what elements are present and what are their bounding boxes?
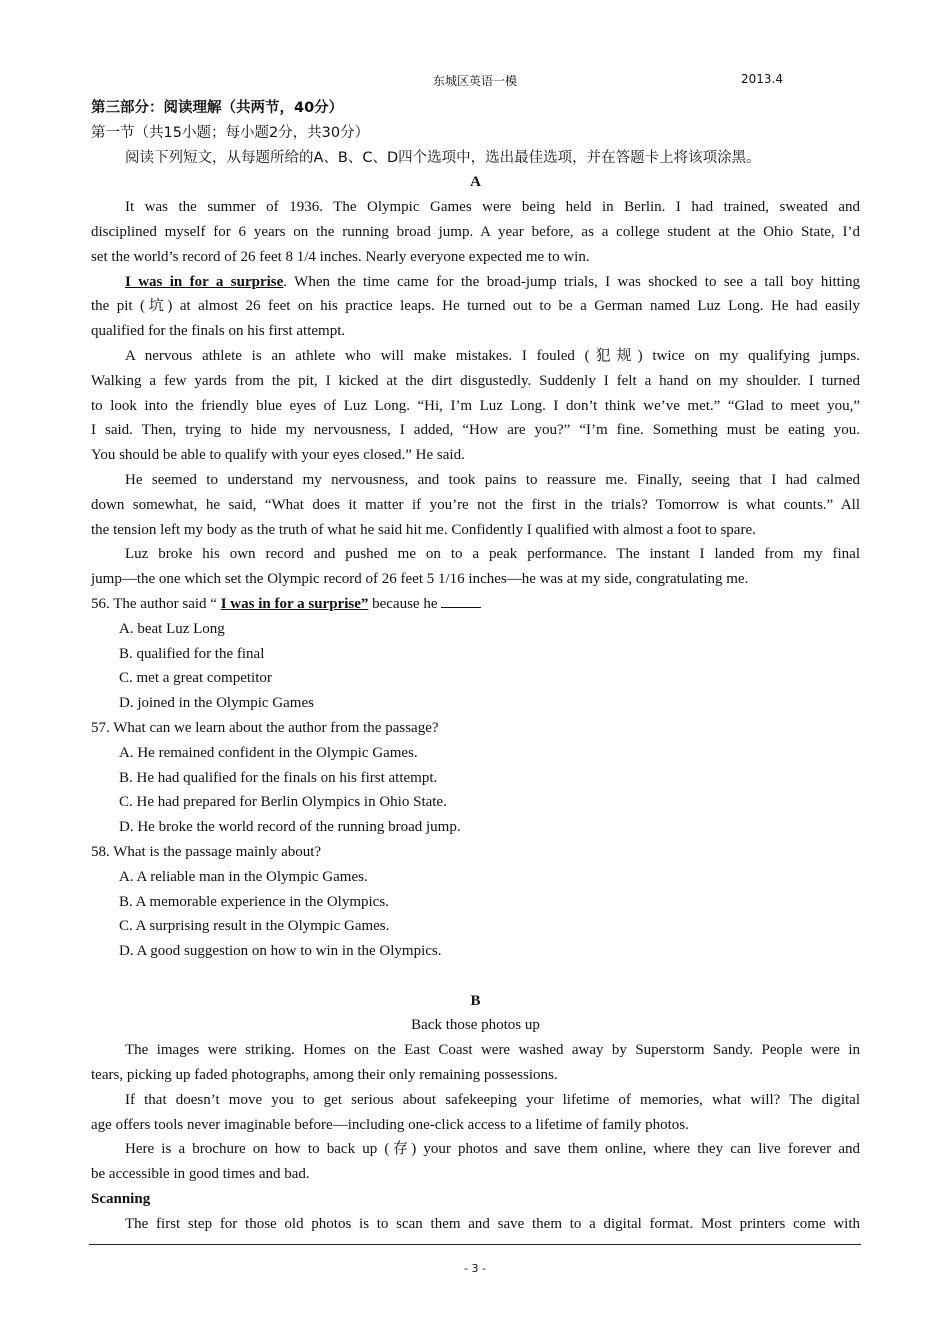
- option-b: B. A memorable experience in the Olympics.: [119, 893, 389, 910]
- section-instructions: 阅读下列短文，从每题所给的A、B、C、D四个选项中，选出最佳选项，并在答题卡上将该项涂黑。: [125, 149, 761, 166]
- underlined-phrase: I was in for a surprise: [125, 273, 284, 290]
- passage-b-paragraph-3: [91, 1137, 860, 1187]
- text-line: Luz broke his own record and pushed me on to a peak performance. The instant I landed from my final: [125, 546, 860, 563]
- page-number: - 3 -: [464, 1262, 486, 1275]
- option-b: B. qualified for the final: [119, 645, 265, 662]
- passage-b-paragraph-2: [91, 1088, 860, 1138]
- passage-a-paragraph-4: [91, 468, 860, 542]
- option-a: A. He remained confident in the Olympic Games.: [119, 744, 418, 761]
- passage-b-paragraph-4: [91, 1212, 860, 1237]
- text-line: be accessible in good times and bad.: [91, 1166, 310, 1183]
- option-a: A. A reliable man in the Olympic Games.: [119, 868, 368, 885]
- text-line: qualified for the finals on his first attempt.: [91, 323, 346, 340]
- passage-a-letter: A: [470, 174, 481, 191]
- footer-divider: [89, 1244, 861, 1245]
- text-line: [91, 270, 860, 295]
- question-stem: [91, 592, 860, 617]
- option-a: A. beat Luz Long: [119, 620, 225, 637]
- passage-a-paragraph-5: [91, 542, 860, 592]
- option-c: C. met a great competitor: [119, 670, 272, 687]
- text-line: It was the summer of 1936. The Olympic Games were being held in Berlin. I had trained, sweated and: [125, 199, 860, 216]
- text-line: I said. Then, trying to hide my nervousness, I added, “How are you?” “I’m fine. Something must be eating you.: [91, 422, 860, 439]
- text-line: The first step for those old photos is to scan them and save them to a digital format. Most printers come with: [125, 1215, 860, 1232]
- question-stem: 58. What is the passage mainly about?: [91, 843, 322, 860]
- text-span: 56. The author said “: [91, 595, 221, 612]
- passage-a-paragraph-1: [91, 195, 860, 269]
- question-58: [91, 840, 860, 964]
- text-line: the tension left my body as the truth of what he said hit me. Confidently I qualified with almost a foot to spare.: [91, 521, 756, 538]
- passage-b-paragraph-1: [91, 1038, 860, 1088]
- option-d: D. A good suggestion on how to win in the Olympics.: [119, 943, 442, 960]
- text-span: . When the time came for the broad-jump trials, I was shocked to see a tall boy hitting: [283, 273, 860, 290]
- section-subtitle: 第一节（共15小题；每小题2分，共30分）: [91, 124, 370, 141]
- text-line: disciplined myself for 6 years on the running broad jump. A year before, as a college student at the Ohio State, I’d: [91, 223, 860, 240]
- option-d: D. joined in the Olympic Games: [119, 695, 314, 712]
- passage-a-paragraph-3: [91, 344, 860, 468]
- option-b: B. He had qualified for the finals on his first attempt.: [119, 769, 438, 786]
- text-line: Here is a brochure on how to back up (存) your photos and save them online, where they can live forever and: [125, 1141, 860, 1158]
- option-c: C. He had prepared for Berlin Olympics in Ohio State.: [119, 794, 447, 811]
- question-57: [91, 716, 860, 840]
- text-line: Walking a few yards from the pit, I kicked at the dirt disgustedly. Suddenly I felt a hand on my shoulder. I turned: [91, 372, 860, 389]
- option-d: D. He broke the world record of the running broad jump.: [119, 819, 461, 836]
- text-line: A nervous athlete is an athlete who will make mistakes. I fouled (犯规) twice on my qualifying jumps.: [125, 347, 860, 364]
- passage-b-letter: B: [470, 992, 481, 1009]
- passage-b-title: Back those photos up: [411, 1017, 540, 1034]
- text-line: to look into the friendly blue eyes of Luz Long. “Hi, I’m Luz Long. I don’t think we’ve met.” “Glad to meet you,”: [91, 397, 860, 414]
- text-line: If that doesn’t move you to get serious about safekeeping your lifetime of memories, what will? The digital: [125, 1091, 860, 1108]
- section-heading-scanning: Scanning: [91, 1191, 151, 1208]
- option-c: C. A surprising result in the Olympic Games.: [119, 918, 390, 935]
- text-line: jump—the one which set the Olympic record of 26 feet 5 1/16 inches—he was at my side, congratulating me.: [91, 571, 749, 588]
- text-span: because he: [368, 595, 442, 612]
- header-date: 2013.4: [741, 72, 783, 86]
- question-stem: 57. What can we learn about the author from the passage?: [91, 719, 439, 736]
- section-title: 第三部分：阅读理解（共两节，40分）: [91, 100, 344, 116]
- text-line: He seemed to understand my nervousness, and took pains to reassure me. Finally, seeing that I had calmed: [125, 471, 860, 488]
- page-content: [91, 96, 860, 1237]
- question-56: [91, 592, 860, 716]
- spacer: [91, 964, 860, 989]
- answer-blank: [441, 593, 481, 608]
- text-line: set the world’s record of 26 feet 8 1/4 inches. Nearly everyone expected me to win.: [91, 248, 590, 265]
- text-line: age offers tools never imaginable before—including one-click access to a lifetime of family photos.: [91, 1116, 689, 1133]
- passage-a-paragraph-2: [91, 270, 860, 344]
- text-line: tears, picking up faded photographs, among their only remaining possessions.: [91, 1067, 558, 1084]
- text-line: the pit (坑) at almost 26 feet on his practice leaps. He turned out to be a German named Luz Long. He had easily: [91, 298, 860, 315]
- text-line: The images were striking. Homes on the East Coast were washed away by Superstorm Sandy. People were in: [125, 1042, 860, 1059]
- text-line: down somewhat, he said, “What does it matter if you’re not the first in the trials? Tomorrow is what counts.” All: [91, 496, 860, 513]
- underlined-phrase: I was in for a surprise”: [220, 595, 369, 612]
- text-line: You should be able to qualify with your eyes closed.” He said.: [91, 447, 465, 464]
- header-title: 东城区英语一模: [432, 74, 517, 88]
